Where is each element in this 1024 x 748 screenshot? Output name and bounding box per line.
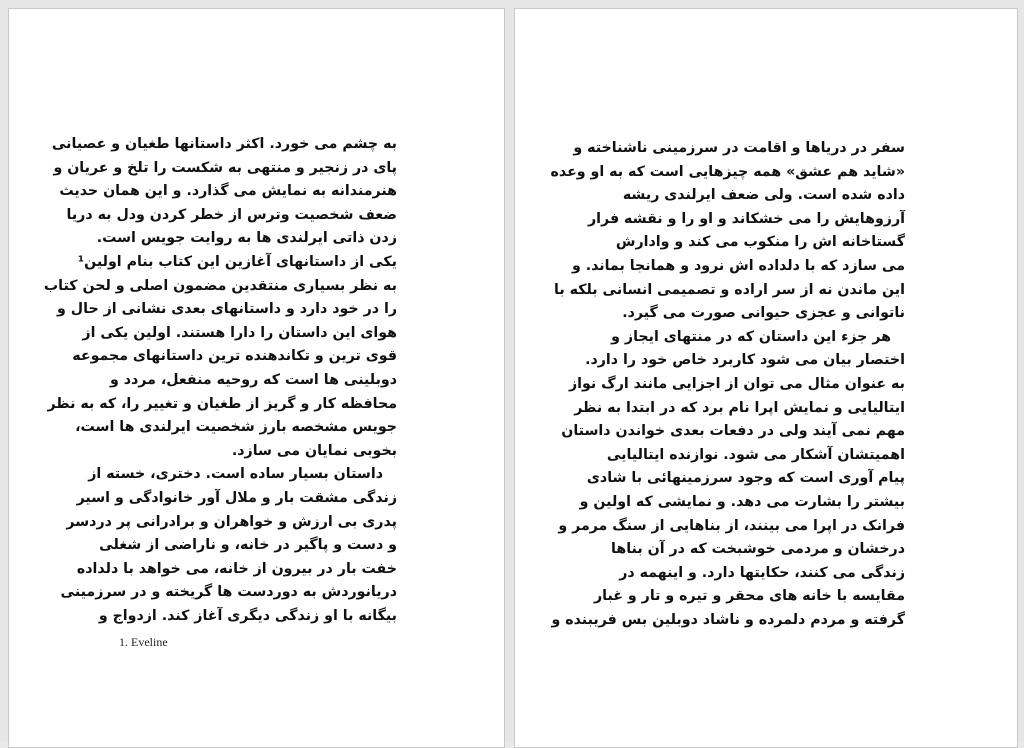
text-line: درخشان و مردمی خوشبخت که در آن بناها [611, 541, 905, 558]
left-page [8, 8, 505, 748]
text-line: سفر در دریاها و اقامت در سرزمینی ناشناخته و [573, 140, 905, 156]
text-line: گرفته و مردم دلمرده و ناشاد دوبلین بس فریبنده و [551, 611, 905, 628]
text-line: این ماندن نه از سر اراده و تصمیمی انسانی بلکه با [554, 281, 905, 298]
text-line: مقایسه با خانه های محقر و تیره و تار و غبار [593, 588, 905, 605]
text-line: پیام آوری است که وجود سرزمینهائی با شادی [586, 470, 905, 487]
text-line: داستان بسیار ساده است. دختری، خسته از [88, 466, 383, 483]
text-line: مهم نمی آیند ولی در دفعات بعدی خواندن داستان [561, 423, 905, 440]
text-line: بیگانه با او زندگی دیگری آغاز کند. ازدواج و [98, 607, 397, 624]
text-line: پای در زنجیر و منتهی به شکست را تلخ و عریان و [53, 159, 397, 176]
text-line: خفت بار در بیرون از خانه، می خواهد با دلداده [76, 560, 397, 577]
text-line: محافظه کار و گریز از طغیان و تغییر را، که به نظر [47, 395, 397, 412]
footnote: 1. Eveline [119, 635, 168, 649]
text-line: جویس مشخصه بارز شخصیت ایرلندی ها است، [75, 419, 397, 436]
text-line: ضعف شخصیت وترس از خطر کردن ودل به دریا [66, 206, 397, 223]
text-line: زدن ذاتی ایرلندی ها به روایت جویس است. [96, 230, 397, 247]
text-line: را در خود دارد و داستانهای بعدی نشانی از حال و [57, 301, 397, 318]
text-line: «شاید هم عشق» همه چیزهایی است که به او وعده [550, 163, 905, 180]
text-line: فرانک در اپرا می بینند، از بناهایی از سنگ مرمر و [558, 517, 905, 534]
left-page-text [43, 133, 397, 628]
text-line: و دست و پاگیر در خانه، و ناراضی از شغلی [99, 537, 397, 554]
text-line: ناتوانی و عجزی حیوانی صورت می گیرد. [622, 305, 905, 322]
text-line: ایتالیایی و نمایش اپرا نام برد که در ابتدا به نظر [574, 399, 905, 416]
text-line: زندگی مشقت بار و ملال آور خانوادگی و اسیر [76, 489, 397, 506]
text-line: اهمیتشان آشکار می شود. نوازنده ایتالیایی [606, 446, 905, 463]
text-line: گستاخانه اش را منکوب می کند و وادارش [615, 234, 905, 251]
text-line: به چشم می خورد. اکثر داستانها طغیان و عصیانی [51, 136, 397, 152]
text-line: زندگی می کنند، حکایتها دارد. و اینهمه در [619, 564, 905, 581]
text-line: دوبلینی ها است که روحیه منفعل، مردد و [109, 371, 397, 388]
text-line: داده شده است. ولی ضعف ایرلندی ریشه [622, 187, 905, 204]
text-line: آرزوهایش را می خشکاند و او را و نقشه فرار [587, 210, 905, 227]
text-line: به عنوان مثال می توان از اجزایی مانند ارگ نواز [568, 375, 905, 392]
text-line: هنرمندانه به نمایش می گذارد. و این همان حدیث [59, 183, 397, 200]
text-line: پدری بی ارزش و خواهران و برادرانی پر دردسر [66, 513, 397, 530]
text-line: قوی ترین و تکاندهنده ترین داستانهای مجموعه [72, 348, 397, 365]
text-line: هر جزء این داستان که در منتهای ایجاز و [611, 328, 891, 345]
text-line: می سازد که با دلداده اش نرود و همانجا بماند. و [571, 257, 905, 274]
text-line: بیشتر را بشارت می دهد. و نمایشی که اولین و [579, 493, 905, 510]
text-line: هوای این داستان را دارا هستند. اولین یکی از [82, 324, 397, 341]
text-line: بخوبی نمایان می سازد. [231, 442, 397, 459]
right-page [514, 8, 1018, 748]
text-line: دریانوردش به دوردست ها گریخته و در سرزمینی [60, 584, 397, 601]
right-page-text [550, 137, 905, 632]
text-line: به نظر بسیاری منتقدین مضمون اصلی و لحن کتاب [43, 277, 397, 294]
text-line: یکی از داستانهای آغازین این کتاب بنام اولین¹ [77, 253, 397, 270]
text-line: اختصار بیان می شود کاربرد خاص خود را دارد. [585, 352, 905, 369]
